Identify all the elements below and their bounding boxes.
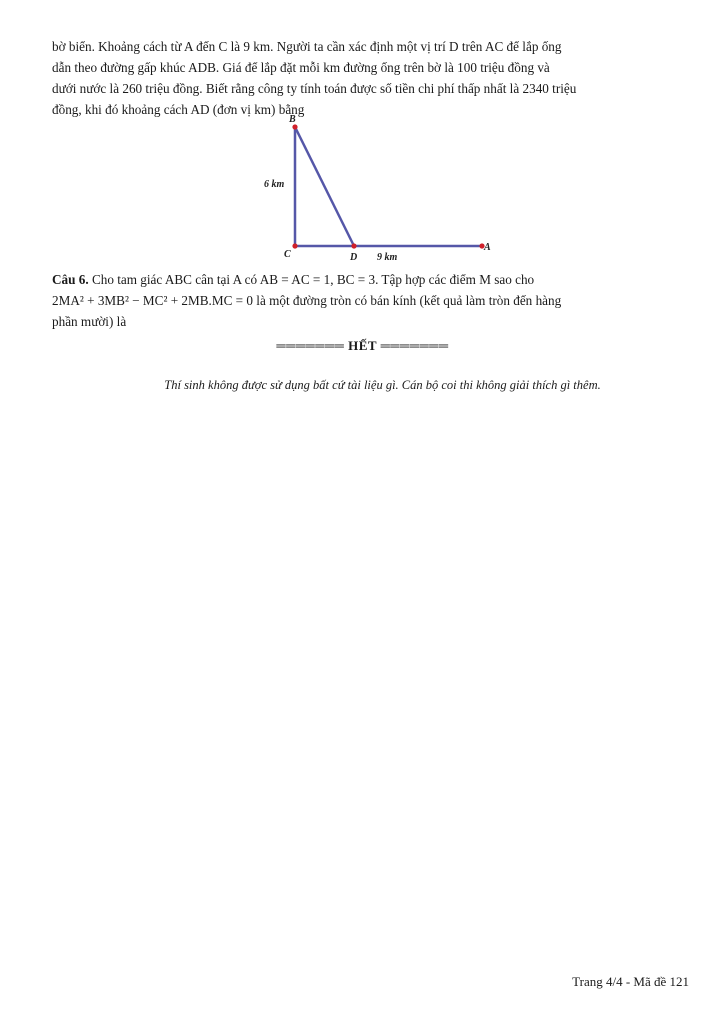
problem-5-line-3: dưới nước là 260 triệu đồng. Biết rằng công ty tính toán được số tiền chi phí thấp nhất là 2340 triệu xyxy=(52,81,577,96)
segment-bd xyxy=(295,127,354,246)
triangle-figure xyxy=(250,110,500,260)
label-a: A xyxy=(484,242,491,253)
point-d xyxy=(351,243,356,248)
question-label: Câu 6. xyxy=(52,272,89,287)
page-footer: Trang 4/4 - Mã đề 121 xyxy=(572,974,689,989)
exam-note: Thí sinh không được sử dụng bất cứ tài liệu gì. Cán bộ coi thi không giải thích gì thêm. xyxy=(164,378,601,392)
problem-5-text xyxy=(52,36,689,120)
label-b: B xyxy=(289,114,296,125)
label-9km: 9 km xyxy=(377,252,398,260)
label-d: D xyxy=(350,252,358,260)
problem-5-line-2: dẫn theo đường gấp khúc ADB. Giá để lắp đặt mỗi km đường ống trên bờ là 100 triệu đồng và xyxy=(52,60,550,75)
point-c xyxy=(292,243,297,248)
problem-6-line-1 xyxy=(52,269,689,290)
point-b xyxy=(292,124,297,129)
label-c: C xyxy=(284,249,291,260)
problem-5-line-1: bờ biển. Khoảng cách từ A đến C là 9 km. Người ta cần xác định một vị trí D trên AC để lắp ống xyxy=(52,39,562,54)
end-marker: ═══════ HẾT ═══════ xyxy=(276,338,449,353)
problem-6-line-3: phần mười) là xyxy=(52,314,127,329)
label-6km: 6 km xyxy=(264,179,285,190)
problem-5-line-4: đồng, khi đó khoảng cách AD (đơn vị km) bằng xyxy=(52,102,305,117)
problem-6-line-1-text: Cho tam giác ABC cân tại A có AB = AC = 1, BC = 3. Tập hợp các điểm M sao cho xyxy=(91,272,535,287)
problem-6-line-2: 2MA² + 3MB² − MC² + 2MB.MC = 0 là một đường tròn có bán kính (kết quả làm tròn đến hàng xyxy=(52,293,562,308)
problem-6-text xyxy=(52,269,689,332)
